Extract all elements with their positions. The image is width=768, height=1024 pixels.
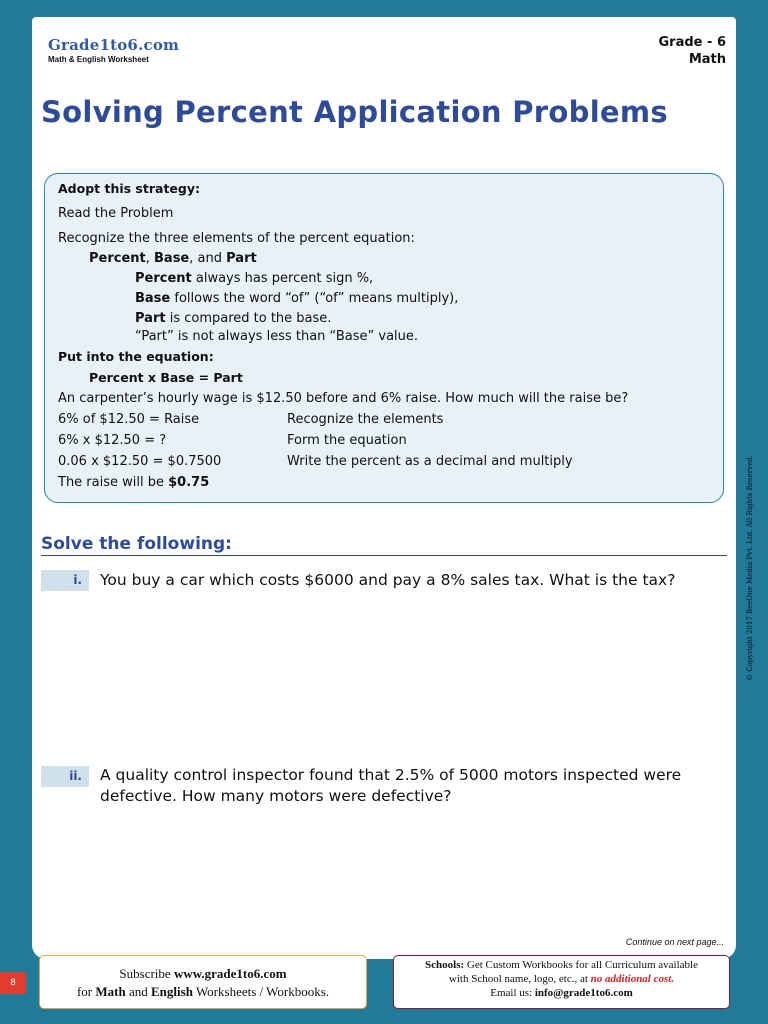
- element-base: Base: [154, 251, 190, 266]
- subscribe-line: [40, 965, 366, 983]
- rule-text: always has percent sign %,: [191, 271, 374, 286]
- step-left: 6% of $12.50 = Raise: [58, 412, 200, 427]
- strategy-box: [44, 173, 724, 503]
- strategy-read: Read the Problem: [58, 206, 174, 221]
- grade-label: [659, 34, 726, 68]
- question-number: i.: [41, 570, 89, 591]
- rule-term: Base: [135, 291, 171, 306]
- answer-prefix: The raise will be: [58, 475, 169, 490]
- element-percent: Percent: [89, 251, 146, 266]
- logo-tagline: Math & English Worksheet: [48, 55, 149, 64]
- schools-highlight: no additional cost.: [590, 973, 675, 985]
- schools-text: Get Custom Workbooks for all Curriculum available: [464, 959, 698, 971]
- step-left: 6% x $12.50 = ?: [58, 433, 167, 448]
- solve-heading: Solve the following:: [41, 534, 727, 556]
- rule-part: [135, 309, 331, 328]
- example-problem: An carpenter’s hourly wage is $12.50 before and 6% raise. How much will the raise be?: [58, 391, 629, 406]
- rule-base: [135, 289, 458, 308]
- question-number: ii.: [41, 766, 89, 787]
- grade-level: Grade - 6: [658, 35, 726, 50]
- subscribe-line: [40, 983, 366, 1001]
- element-sep: ,: [145, 251, 155, 266]
- rule-term: Part: [135, 311, 166, 326]
- copyright-notice: [744, 440, 756, 700]
- schools-line: [394, 958, 729, 972]
- continue-note: Continue on next page...: [625, 937, 724, 947]
- copyright-text: © Copyright 2017 BeeOne Media Pvt. Ltd. All Rights Reserved.: [746, 455, 754, 681]
- schools-text: with School name, logo, etc., at: [448, 973, 591, 985]
- question-text: A quality control inspector found that 2.5% of 5000 motors inspected were defective. How many motors were defective?: [100, 766, 682, 805]
- subscribe-for: for: [76, 984, 96, 999]
- rule-percent: [135, 269, 373, 288]
- rule-text: follows the word “of” (“of” means multiply),: [170, 291, 459, 306]
- step-right: Write the percent as a decimal and multiply: [287, 454, 573, 469]
- email-link[interactable]: info@grade1to6.com: [534, 987, 633, 999]
- logo-text: Grade1to6.com: [48, 36, 180, 54]
- answer-line: [58, 473, 209, 492]
- worksheet-page: [32, 17, 736, 959]
- schools-banner[interactable]: [393, 955, 730, 1009]
- page-number: 8: [0, 972, 26, 994]
- site-logo[interactable]: [48, 36, 179, 64]
- strategy-recognize: Recognize the three elements of the percent equation:: [58, 231, 415, 246]
- schools-line: [394, 972, 729, 986]
- schools-line: [394, 986, 729, 1000]
- question-text: You buy a car which costs $6000 and pay a 8% sales tax. What is the tax?: [100, 571, 676, 589]
- page-title: Solving Percent Application Problems: [41, 95, 668, 129]
- step-right: Recognize the elements: [287, 412, 444, 427]
- equation: Percent x Base = Part: [89, 370, 243, 385]
- subscribe-banner[interactable]: [39, 955, 367, 1009]
- subscribe-url[interactable]: www.grade1to6.com: [173, 966, 287, 981]
- strategy-heading: Adopt this strategy:: [58, 181, 200, 196]
- element-part: Part: [226, 251, 257, 266]
- step-right: Form the equation: [287, 433, 407, 448]
- subscribe-and: and: [125, 984, 152, 999]
- subscribe-rest: Worksheets / Workbooks.: [192, 984, 330, 999]
- step-left: 0.06 x $12.50 = $0.7500: [58, 454, 222, 469]
- schools-label: Schools:: [425, 959, 465, 971]
- subscribe-english: English: [151, 984, 193, 999]
- strategy-note: “Part” is not always less than “Base” value.: [135, 329, 419, 344]
- rule-text: is compared to the base.: [165, 311, 332, 326]
- put-heading: Put into the equation:: [58, 349, 214, 364]
- subscribe-prefix: Subscribe: [119, 966, 174, 981]
- subject-label: Math: [688, 52, 726, 67]
- elements-line: [89, 249, 257, 268]
- answer-value: $0.75: [168, 475, 210, 490]
- rule-term: Percent: [135, 271, 192, 286]
- subscribe-math: Math: [95, 984, 126, 999]
- email-label: Email us:: [490, 987, 535, 999]
- element-sep: , and: [189, 251, 227, 266]
